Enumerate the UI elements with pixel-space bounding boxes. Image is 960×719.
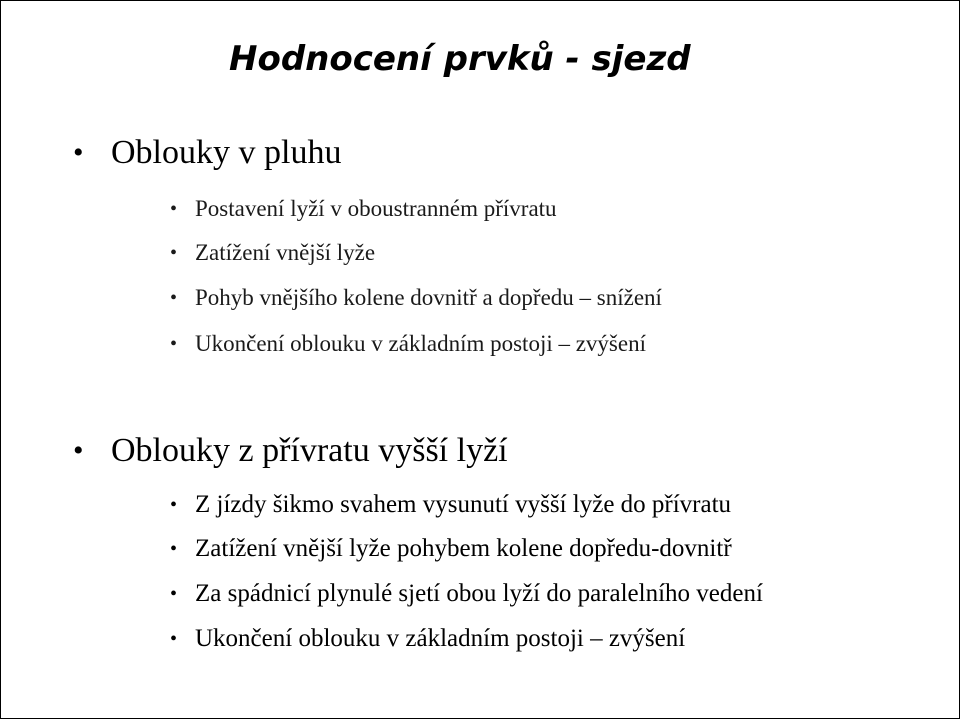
- list-item-text: Pohyb vnějšího kolene dovnitř a dopředu – snížení: [195, 285, 662, 310]
- bullet-dot-icon: •: [170, 333, 178, 355]
- list-item-text: Za spádnicí plynulé sjetí obou lyží do paralelního vedení: [195, 580, 763, 607]
- bullet-dot-icon: •: [170, 494, 178, 516]
- list-item-text: Ukončení oblouku v základním postoji – zvýšení: [195, 625, 686, 652]
- list-item-text: Zatížení vnější lyže pohybem kolene dopředu-dovnitř: [195, 535, 732, 562]
- bullet-dot-icon: •: [73, 434, 84, 467]
- bullet-dot-icon: •: [170, 538, 178, 560]
- slide-title: Hodnocení prvků - sjezd: [229, 39, 691, 79]
- bullet-dot-icon: •: [170, 198, 178, 220]
- list-item-text: Z jízdy šikmo svahem vysunutí vyšší lyže do přívratu: [195, 491, 732, 518]
- section-heading: Oblouky z přívratu vyšší lyží: [111, 432, 508, 469]
- bullet-dot-icon: •: [170, 628, 178, 650]
- bullet-dot-icon: •: [170, 583, 178, 605]
- section-heading: Oblouky v pluhu: [111, 134, 342, 171]
- bullet-dot-icon: •: [73, 136, 84, 169]
- bullet-dot-icon: •: [170, 242, 178, 264]
- list-item-text: Postavení lyží v oboustranném přívratu: [195, 196, 557, 221]
- bullet-dot-icon: •: [170, 287, 178, 309]
- list-item-text: Ukončení oblouku v základním postoji – zvýšení: [195, 331, 646, 356]
- list-item-text: Zatížení vnější lyže: [195, 240, 376, 265]
